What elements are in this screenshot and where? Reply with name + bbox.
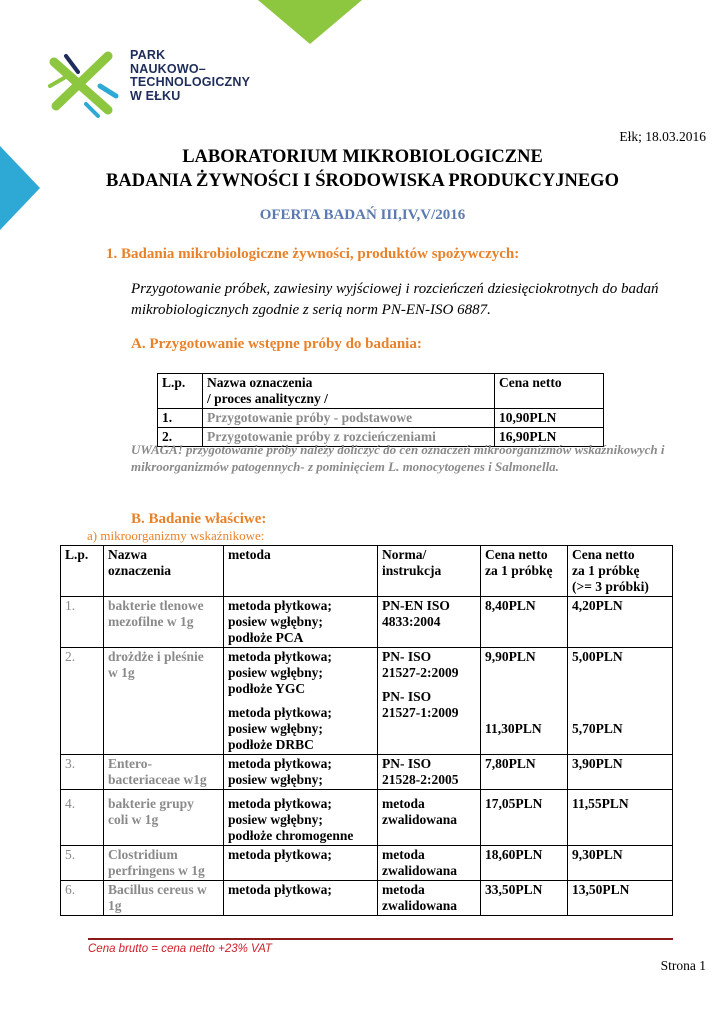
row-lp: 5.	[61, 846, 104, 881]
preparation-table	[157, 373, 604, 447]
top-green-triangle	[258, 0, 362, 44]
cell-spacer	[485, 665, 563, 721]
cell-spacer	[572, 665, 668, 721]
table-row	[61, 597, 673, 648]
header-line: Norma/	[382, 547, 427, 562]
row-method	[224, 790, 378, 846]
row-norm	[378, 648, 481, 755]
logo-line: TECHNOLOGICZNY	[130, 75, 251, 89]
table-row	[61, 755, 673, 790]
cell-line: coli w 1g	[108, 812, 159, 827]
logo-line: PARK	[130, 48, 166, 62]
cell-line: 11,30PLN	[485, 721, 542, 736]
row-lp: 1.	[158, 409, 203, 428]
row-name	[104, 790, 224, 846]
header-name-line: Nazwa oznaczenia	[207, 375, 313, 390]
cell-line: metoda płytkowa;	[228, 649, 332, 664]
title-line-2: BADANIA ŻYWNOŚCI I ŚRODOWISKA PRODUKCYJNEGO	[106, 171, 619, 191]
header-method: metoda	[224, 546, 378, 597]
cell-line: podłoże PCA	[228, 630, 304, 645]
cell-line: metoda płytkowa;	[228, 705, 332, 720]
header-lp: L.p.	[158, 374, 203, 409]
cell-line: zwalidowana	[382, 812, 458, 827]
row-name	[104, 846, 224, 881]
document-date: Ełk; 18.03.2016	[619, 129, 706, 144]
subsection-a-indicator-heading: a) mikroorganizmy wskaźnikowe:	[87, 528, 265, 543]
row-name	[104, 755, 224, 790]
row-lp: 1.	[61, 597, 104, 648]
row-norm	[378, 790, 481, 846]
park-logo-icon	[46, 48, 124, 120]
row-norm	[378, 755, 481, 790]
row-norm	[378, 846, 481, 881]
cell-line: PN- ISO	[382, 689, 432, 704]
cell-line: podłoże chromogenne	[228, 828, 354, 843]
row-price-3: 4,20PLN	[568, 597, 673, 648]
cell-line: Clostridium	[108, 847, 178, 862]
row-price-1: 17,05PLN	[481, 790, 568, 846]
row-name	[104, 648, 224, 755]
cell-line: PN- ISO	[382, 649, 432, 664]
header-price: Cena netto	[495, 374, 604, 409]
header-price-3	[568, 546, 673, 597]
cell-line: posiew wgłębny;	[228, 772, 323, 787]
table-header-row	[61, 546, 673, 597]
cell-line: metoda płytkowa;	[228, 756, 332, 771]
row-method	[224, 846, 378, 881]
title-line-1: LABORATORIUM MIKROBIOLOGICZNE	[182, 147, 543, 167]
row-lp: 2.	[158, 428, 203, 447]
cell-line: 5,00PLN	[572, 649, 623, 664]
cell-line: metoda płytkowa;	[228, 598, 332, 613]
header-name	[203, 374, 495, 409]
header-line: za 1 próbkę	[485, 563, 553, 578]
row-method	[224, 597, 378, 648]
row-norm	[378, 881, 481, 916]
cell-line: w 1g	[108, 665, 135, 680]
cell-line: podłoże YGC	[228, 681, 306, 696]
table-row	[61, 846, 673, 881]
cell-line: perfringens w 1g	[108, 863, 205, 878]
cell-spacer	[382, 681, 476, 689]
cell-line: bakterie tlenowe	[108, 598, 204, 613]
table-row	[61, 790, 673, 846]
row-method	[224, 648, 378, 755]
row-lp: 3.	[61, 755, 104, 790]
header-lp: L.p.	[61, 546, 104, 597]
row-lp: 4.	[61, 790, 104, 846]
header-line: (>= 3 próbki)	[572, 579, 649, 594]
row-method	[224, 755, 378, 790]
table-header-row	[158, 374, 604, 409]
cell-line: posiew wgłębny;	[228, 812, 323, 827]
logo-line: W EŁKU	[130, 88, 181, 103]
cell-line: 9,90PLN	[485, 649, 536, 664]
header-norm	[378, 546, 481, 597]
cell-line: zwalidowana	[382, 898, 458, 913]
header-line: za 1 próbkę	[572, 563, 640, 578]
row-price-3: 13,50PLN	[568, 881, 673, 916]
row-price: 10,90PLN	[495, 409, 604, 428]
header-name	[104, 546, 224, 597]
subsection-b-heading: B. Badanie właściwe:	[131, 511, 267, 527]
row-norm	[378, 597, 481, 648]
cell-line: PN- ISO	[382, 756, 432, 771]
header-line: oznaczenia	[108, 563, 171, 578]
cell-line: metoda płytkowa;	[228, 882, 332, 897]
row-price-1: 33,50PLN	[481, 881, 568, 916]
warning-note: UWAGA! przygotowanie próby należy doliczyć do cen oznaczeń mikroorganizmów wskaźnikowych i mikroorganizmów patogennych- z pominięciem L. monocytogenes i Salmonella.	[131, 442, 665, 474]
cell-line: 1g	[108, 898, 122, 913]
cell-line: mezofilne w 1g	[108, 614, 194, 629]
header-line: Nazwa	[108, 547, 147, 562]
cell-line: metoda płytkowa;	[228, 847, 332, 862]
cell-line: podłoże DRBC	[228, 737, 314, 752]
row-price: 16,90PLN	[495, 428, 604, 447]
cell-line: posiew wgłębny;	[228, 665, 323, 680]
cell-line: posiew wgłębny;	[228, 721, 323, 736]
subsection-a-heading: A. Przygotowanie wstępne próby do badania:	[131, 336, 422, 352]
cell-line: metoda płytkowa;	[228, 796, 332, 811]
row-price-1: 18,60PLN	[481, 846, 568, 881]
row-lp: 6.	[61, 881, 104, 916]
header-price-1	[481, 546, 568, 597]
row-lp: 2.	[61, 648, 104, 755]
row-price-1: 8,40PLN	[481, 597, 568, 648]
logo-text	[130, 49, 250, 103]
header-line: Cena netto	[485, 547, 548, 562]
cell-line: 21527-1:2009	[382, 705, 459, 720]
table-row	[158, 409, 604, 428]
row-price-1	[481, 648, 568, 755]
row-price-3: 11,55PLN	[568, 790, 673, 846]
cell-line: bakterie grupy	[108, 796, 194, 811]
cell-line: 4833:2004	[382, 614, 441, 629]
cell-line: posiew wgłębny;	[228, 614, 323, 629]
offer-heading: OFERTA BADAŃ III,IV,V/2016	[259, 207, 466, 223]
table-row	[61, 648, 673, 755]
footer-vat-note: Cena brutto = cena netto +23% VAT	[88, 943, 272, 955]
cell-line: bacteriaceae w1g	[108, 772, 207, 787]
row-price-3: 3,90PLN	[568, 755, 673, 790]
header-line: Cena netto	[572, 547, 635, 562]
table-row	[61, 881, 673, 916]
cell-line: 5,70PLN	[572, 721, 623, 736]
page-number: Strona 1	[660, 958, 706, 973]
row-name	[104, 881, 224, 916]
row-price-3: 9,30PLN	[568, 846, 673, 881]
header-process-line: / proces analityczny /	[207, 391, 328, 406]
row-name	[104, 597, 224, 648]
cell-line: zwalidowana	[382, 863, 458, 878]
cell-line: 21528-2:2005	[382, 772, 459, 787]
header-line: instrukcja	[382, 563, 442, 578]
cell-line: 21527-2:2009	[382, 665, 459, 680]
cell-line: metoda	[382, 882, 425, 897]
footer-divider	[88, 938, 673, 940]
cell-spacer	[228, 697, 373, 705]
row-price-3	[568, 648, 673, 755]
row-method	[224, 881, 378, 916]
intro-paragraph: Przygotowanie próbek, zawiesiny wyjściowej i rozcieńczeń dziesięciokrotnych do badań mikrobiologicznych zgodnie z serią norm PN-EN-ISO 6887.	[131, 281, 659, 318]
section-1-heading: 1. Badania mikrobiologiczne żywności, produktów spożywczych:	[106, 246, 520, 262]
cell-line: Entero-	[108, 756, 152, 771]
cell-line: metoda	[382, 796, 425, 811]
row-name: Przygotowanie próby - podstawowe	[203, 409, 495, 428]
microorganisms-table	[60, 545, 673, 916]
cell-line: PN-EN ISO	[382, 598, 450, 613]
logo-line: NAUKOWO–	[130, 61, 206, 76]
row-price-1: 7,80PLN	[481, 755, 568, 790]
cell-line: Bacillus cereus w	[108, 882, 207, 897]
cell-line: drożdże i pleśnie	[108, 649, 204, 664]
row-name: Przygotowanie próby z rozcieńczeniami	[203, 428, 495, 447]
cell-line: metoda	[382, 847, 425, 862]
